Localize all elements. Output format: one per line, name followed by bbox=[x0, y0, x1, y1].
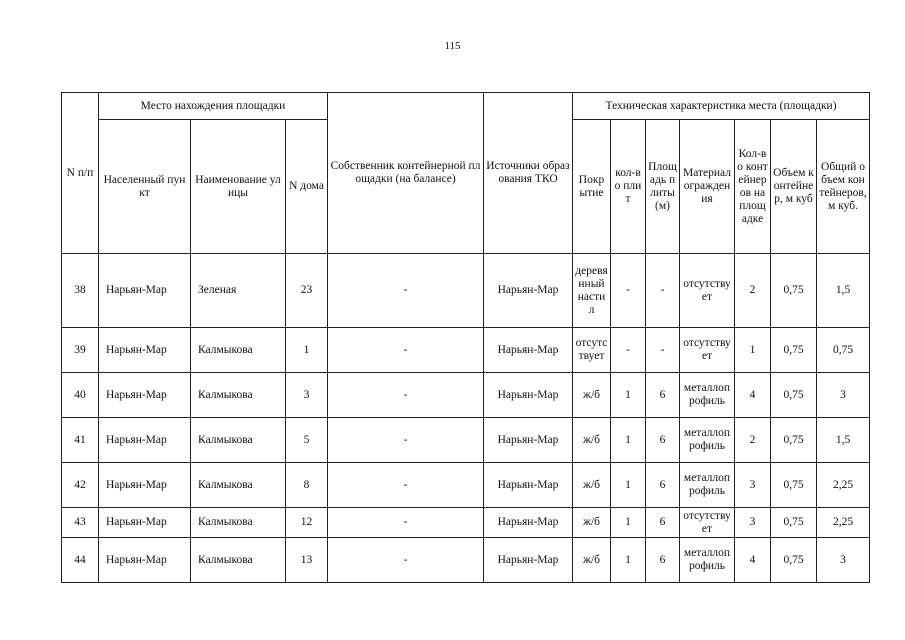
header-street: Наименование улицы bbox=[191, 120, 286, 254]
cell-owner: - bbox=[328, 418, 484, 463]
cell-slabs: 1 bbox=[611, 508, 646, 538]
cell-coating: ж/б bbox=[573, 373, 611, 418]
cell-total: 3 bbox=[817, 538, 870, 583]
cell-fence: металлопрофиль bbox=[680, 538, 735, 583]
cell-source: Нарьян-Мар bbox=[484, 254, 573, 328]
cell-volume: 0,75 bbox=[771, 508, 817, 538]
cell-house: 3 bbox=[286, 373, 328, 418]
table-row bbox=[62, 463, 870, 508]
header-num: N п/п bbox=[62, 93, 99, 254]
cell-volume: 0,75 bbox=[771, 538, 817, 583]
cell-street: Калмыкова bbox=[191, 328, 286, 373]
cell-settlement: Нарьян-Мар bbox=[99, 538, 191, 583]
cell-slabs: - bbox=[611, 328, 646, 373]
cell-containers: 2 bbox=[735, 418, 771, 463]
header-owner: Собственник контейнерной площадки (на балансе) bbox=[328, 93, 484, 254]
cell-containers: 1 bbox=[735, 328, 771, 373]
cell-street: Калмыкова bbox=[191, 508, 286, 538]
cell-total: 0,75 bbox=[817, 328, 870, 373]
cell-source: Нарьян-Мар bbox=[484, 463, 573, 508]
cell-source: Нарьян-Мар bbox=[484, 373, 573, 418]
cell-slabs: 1 bbox=[611, 418, 646, 463]
cell-area: 6 bbox=[646, 538, 680, 583]
cell-area: 6 bbox=[646, 373, 680, 418]
cell-source: Нарьян-Мар bbox=[484, 538, 573, 583]
table-row bbox=[62, 254, 870, 328]
cell-fence: металлопрофиль bbox=[680, 418, 735, 463]
header-containers: Кол-во контейнеров на площадке bbox=[735, 120, 771, 254]
cell-num: 44 bbox=[62, 538, 99, 583]
page-number: 115 bbox=[444, 40, 461, 52]
table-row bbox=[62, 418, 870, 463]
cell-coating: ж/б bbox=[573, 418, 611, 463]
cell-containers: 4 bbox=[735, 373, 771, 418]
header-sources: Источники образования ТКО bbox=[484, 93, 573, 254]
cell-street: Калмыкова bbox=[191, 538, 286, 583]
cell-street: Калмыкова bbox=[191, 373, 286, 418]
container-sites-table bbox=[61, 92, 870, 583]
cell-num: 40 bbox=[62, 373, 99, 418]
cell-num: 39 bbox=[62, 328, 99, 373]
cell-num: 43 bbox=[62, 508, 99, 538]
cell-house: 1 bbox=[286, 328, 328, 373]
cell-source: Нарьян-Мар bbox=[484, 508, 573, 538]
cell-containers: 3 bbox=[735, 463, 771, 508]
cell-volume: 0,75 bbox=[771, 418, 817, 463]
header-fence: Материал ограждения bbox=[680, 120, 735, 254]
cell-owner: - bbox=[328, 463, 484, 508]
cell-street: Калмыкова bbox=[191, 418, 286, 463]
header-tech-group: Техническая характеристика места (площадки) bbox=[573, 93, 870, 120]
cell-street: Зеленая bbox=[191, 254, 286, 328]
cell-fence: металлопрофиль bbox=[680, 373, 735, 418]
cell-slabs: 1 bbox=[611, 463, 646, 508]
cell-area: 6 bbox=[646, 418, 680, 463]
cell-fence: отсутствует bbox=[680, 328, 735, 373]
cell-house: 12 bbox=[286, 508, 328, 538]
cell-num: 42 bbox=[62, 463, 99, 508]
cell-coating: ж/б bbox=[573, 538, 611, 583]
cell-owner: - bbox=[328, 254, 484, 328]
cell-total: 1,5 bbox=[817, 254, 870, 328]
cell-owner: - bbox=[328, 508, 484, 538]
cell-source: Нарьян-Мар bbox=[484, 418, 573, 463]
table-row bbox=[62, 373, 870, 418]
cell-settlement: Нарьян-Мар bbox=[99, 463, 191, 508]
cell-slabs: 1 bbox=[611, 373, 646, 418]
header-slabs: кол-во плит bbox=[611, 120, 646, 254]
table-row bbox=[62, 328, 870, 373]
header-area: Площадь плиты (м) bbox=[646, 120, 680, 254]
table-row bbox=[62, 508, 870, 538]
cell-coating: ж/б bbox=[573, 463, 611, 508]
table-row bbox=[62, 538, 870, 583]
cell-total: 2,25 bbox=[817, 508, 870, 538]
cell-source: Нарьян-Мар bbox=[484, 328, 573, 373]
header-settlement: Населенный пункт bbox=[99, 120, 191, 254]
cell-owner: - bbox=[328, 538, 484, 583]
cell-house: 23 bbox=[286, 254, 328, 328]
cell-coating: ж/б bbox=[573, 508, 611, 538]
cell-area: - bbox=[646, 254, 680, 328]
header-total-volume: Общий объем контейнеров, м куб. bbox=[817, 120, 870, 254]
cell-volume: 0,75 bbox=[771, 328, 817, 373]
cell-slabs: 1 bbox=[611, 538, 646, 583]
header-location-group: Место нахождения площадки bbox=[99, 93, 328, 120]
cell-house: 8 bbox=[286, 463, 328, 508]
cell-settlement: Нарьян-Мар bbox=[99, 418, 191, 463]
cell-total: 2,25 bbox=[817, 463, 870, 508]
cell-house: 13 bbox=[286, 538, 328, 583]
cell-coating: деревянный настил bbox=[573, 254, 611, 328]
header-house: N дома bbox=[286, 120, 328, 254]
cell-area: 6 bbox=[646, 508, 680, 538]
cell-settlement: Нарьян-Мар bbox=[99, 508, 191, 538]
cell-num: 38 bbox=[62, 254, 99, 328]
cell-owner: - bbox=[328, 373, 484, 418]
cell-total: 1,5 bbox=[817, 418, 870, 463]
cell-volume: 0,75 bbox=[771, 373, 817, 418]
cell-fence: металлопрофиль bbox=[680, 463, 735, 508]
cell-fence: отсутствует bbox=[680, 508, 735, 538]
header-volume: Объем контейнер, м куб bbox=[771, 120, 817, 254]
cell-fence: отсутствует bbox=[680, 254, 735, 328]
cell-settlement: Нарьян-Мар bbox=[99, 373, 191, 418]
cell-slabs: - bbox=[611, 254, 646, 328]
header-coating: Покрытие bbox=[573, 120, 611, 254]
cell-settlement: Нарьян-Мар bbox=[99, 328, 191, 373]
cell-containers: 3 bbox=[735, 508, 771, 538]
cell-containers: 2 bbox=[735, 254, 771, 328]
cell-owner: - bbox=[328, 328, 484, 373]
cell-street: Калмыкова bbox=[191, 463, 286, 508]
cell-area: 6 bbox=[646, 463, 680, 508]
cell-house: 5 bbox=[286, 418, 328, 463]
cell-containers: 4 bbox=[735, 538, 771, 583]
cell-area: - bbox=[646, 328, 680, 373]
cell-volume: 0,75 bbox=[771, 463, 817, 508]
cell-num: 41 bbox=[62, 418, 99, 463]
cell-settlement: Нарьян-Мар bbox=[99, 254, 191, 328]
cell-total: 3 bbox=[817, 373, 870, 418]
cell-coating: отсутствует bbox=[573, 328, 611, 373]
cell-volume: 0,75 bbox=[771, 254, 817, 328]
